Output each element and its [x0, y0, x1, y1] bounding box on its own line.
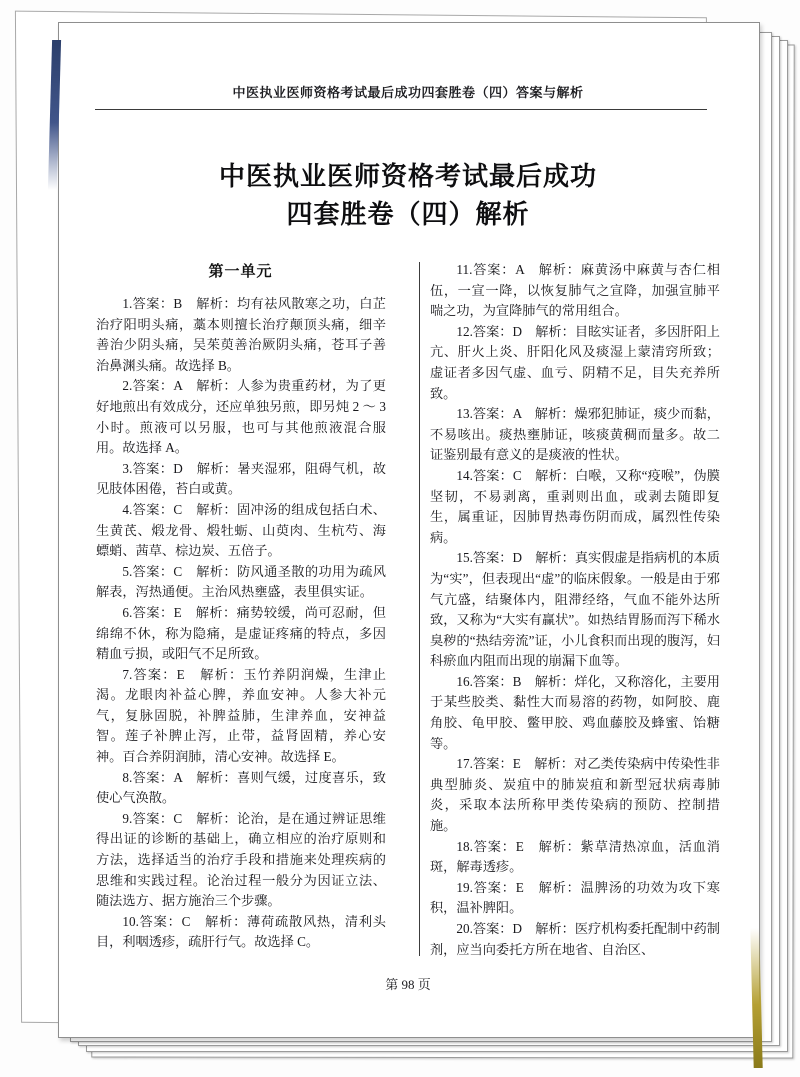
answer-item: 4.答案：C 解析：固冲汤的组成包括白术、生黄芪、煅龙骨、煅牡蛎、山萸肉、生杭芍、海螵蛸、茜草、棕边炭、五倍子。: [96, 501, 386, 559]
answer-item: 13.答案：A 解析：燥邪犯肺证，痰少而黏，不易咳出。痰热壅肺证，咳痰黄稠而量多。故二证鉴别最有意义的是痰液的性状。: [430, 406, 720, 463]
column-right: [430, 260, 720, 960]
page-content: [58, 22, 758, 1036]
column-divider: [419, 262, 420, 956]
page-title-line-1: 中医执业医师资格考试最后成功: [218, 162, 597, 192]
running-head: 中医执业医师资格考试最后成功四套胜卷（四）答案与解析: [232, 85, 584, 100]
answer-item: 11.答案：A 解析：麻黄汤中麻黄与杏仁相伍，一宣一降，以恢复肺气之宣降，加强宣肺平喘之功，为宣降肺气的常用组合。: [430, 262, 720, 319]
answer-item: 16.答案：B 解析：烊化，又称溶化，主要用于某些胶类、黏性大而易溶的药物，如阿胶、鹿角胶、龟甲胶、鳖甲胶、鸡血藤胶及蜂蜜、饴糖等。: [430, 673, 720, 751]
answer-item: 2.答案：A 解析：人参为贵重药材，为了更好地煎出有效成分，还应单独另煎，即另炖 2 ～ 3 小时。煎液可以另服，也可与其他煎液混合服用。故选择 A。: [96, 378, 386, 456]
answer-item: 19.答案：E 解析：温脾汤的功效为攻下寒积，温补脾阳。: [430, 879, 720, 916]
header-rule: [95, 109, 707, 110]
page-title: [58, 158, 758, 234]
column-left: [96, 260, 386, 953]
page-title-line-2: 四套胜卷（四）解析: [286, 200, 530, 230]
answer-item: 15.答案：D 解析：真实假虚是指病机的本质为“实”，但表现出“虚”的临床假象。一般是由于邪气亢盛，结聚体内，阻滞经络，气血不能外达所致，又称为“大实有赢状”。如热结胃肠而泻下稀水臭秽的“热结旁流”证，小儿食积而出现的腹泻，妇科瘀血内阻而出现的崩漏下血等。: [430, 550, 720, 669]
two-column-body: [96, 260, 720, 960]
unit-heading: 第一单元: [208, 262, 273, 280]
answer-item: 7.答案：E 解析：玉竹养阴润燥，生津止渴。龙眼肉补益心脾，养血安神。人参大补元气，复脉固脱，补脾益肺，生津养血，安神益智。莲子补脾止泻，止带，益肾固精，养心安神。百合养阴润肺，清心安神。故选择 E。: [96, 666, 386, 765]
answer-item: 18.答案：E 解析：紫草清热凉血，活血消斑，解毒透疹。: [430, 838, 720, 875]
answer-item: 14.答案：C 解析：白喉，又称“疫喉”，伪膜坚韧，不易剥离，重剥则出血，或剥去随即复生，属重证，因肺胃热毒伤阴而成，属烈性传染病。: [430, 467, 720, 545]
answer-item: 5.答案：C 解析：防风通圣散的功用为疏风解表，泻热通便。主治风热壅盛，表里俱实证。: [96, 563, 386, 600]
answer-item: 8.答案：A 解析：喜则气缓，过度喜乐，致使心气涣散。: [96, 769, 386, 806]
answer-item: 10.答案：C 解析：薄荷疏散风热，清利头目，利咽透疹，疏肝行气。故选择 C。: [96, 913, 386, 950]
answer-item: 3.答案：D 解析：暑夹湿邪，阻碍气机，故见肢体困倦，苔白或黄。: [96, 460, 386, 497]
answer-item: 6.答案：E 解析：痛势较缓，尚可忍耐，但绵绵不休，称为隐痛，是虚证疼痛的特点，多因精血亏损，或阳气不足所致。: [96, 604, 386, 662]
page-number: 第 98 页: [385, 977, 431, 992]
answer-item: 1.答案：B 解析：均有祛风散寒之功，白芷治疗阳明头痛，藁本则擅长治疗颠顶头痛，细辛善治少阴头痛，吴茱萸善治厥阴头痛，苍耳子善治鼻渊头痛。故选择 B。: [96, 296, 386, 373]
answer-item: 17.答案：E 解析：对乙类传染病中传染性非典型肺炎、炭疽中的肺炭疽和新型冠状病毒肺炎，采取本法所称甲类传染病的预防、控制措施。: [430, 756, 720, 834]
answer-item: 20.答案：D 解析：医疗机构委托配制中药制剂，应当向委托方所在地省、自治区、: [430, 921, 720, 957]
answer-item: 9.答案：C 解析：论治，是在通过辨证思维得出证的诊断的基础上，确立相应的治疗原则和方法，选择适当的治疗手段和措施来处理疾病的思维和实践过程。论治过程一般分为因证立法、随法选方、据方施治三个步骤。: [96, 810, 386, 909]
answer-item: 12.答案：D 解析：目眩实证者，多因肝阳上亢、肝火上炎、肝阳化风及痰湿上蒙清窍所致；虚证者多因气虚、血亏、阴精不足，目失充养所致。: [430, 323, 720, 401]
